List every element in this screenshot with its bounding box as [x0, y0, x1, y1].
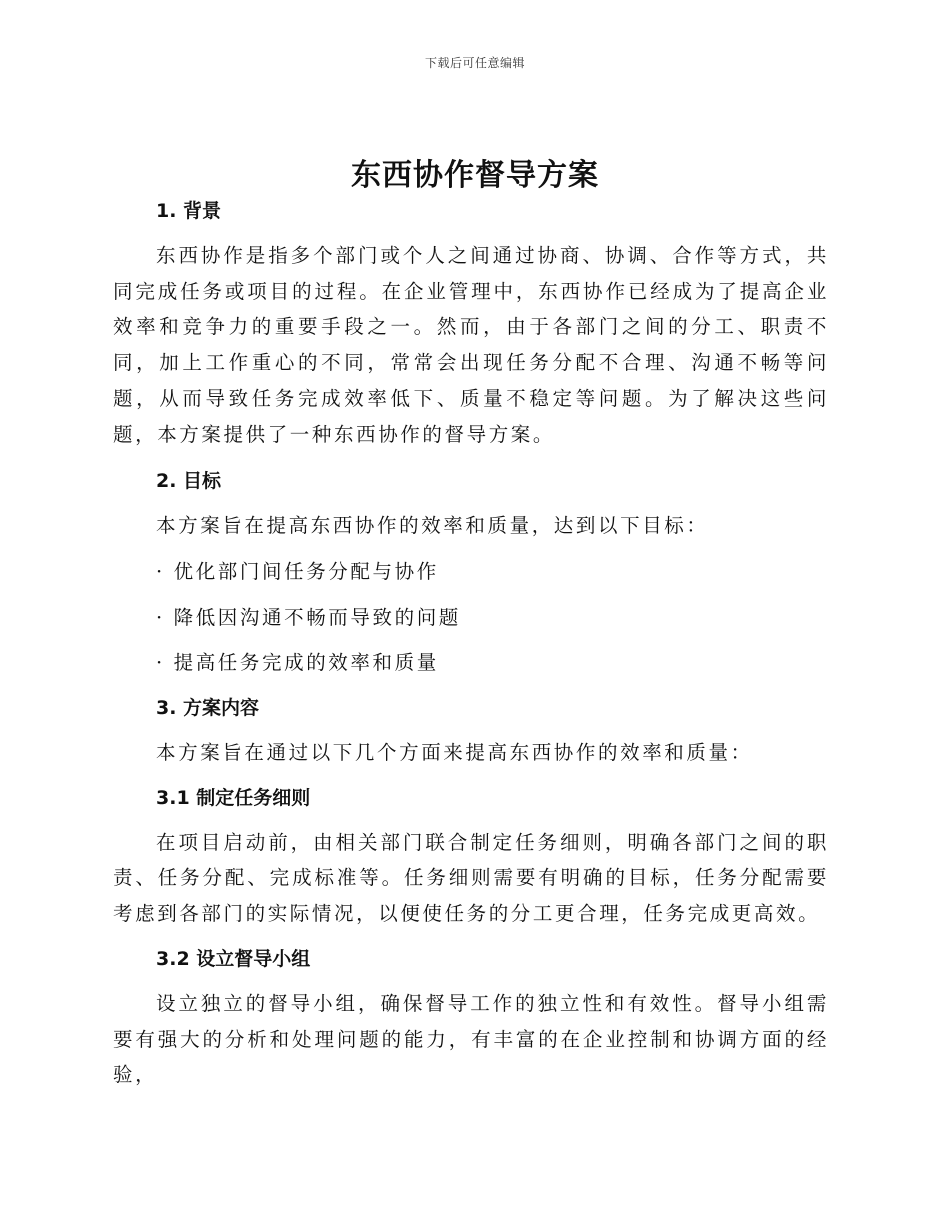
- supervision-team-paragraph: 设立独立的督导小组，确保督导工作的独立性和有效性。督导小组需要有强大的分析和处理问题的能力，有丰富的在企业控制和协调方面的经验，: [113, 991, 829, 1087]
- section-heading-goals: 2. 目标: [156, 470, 222, 493]
- document-title: 东西协作督导方案: [351, 158, 599, 193]
- goal-item: · 降低因沟通不畅而导致的问题: [156, 605, 461, 629]
- section-heading-background: 1. 背景: [156, 200, 222, 222]
- subsection-heading-task-rules: 3.1 制定任务细则: [156, 786, 311, 809]
- goals-intro: 本方案旨在提高东西协作的效率和质量，达到以下目标：: [156, 514, 709, 538]
- task-rules-paragraph: 在项目启动前，由相关部门联合制定任务细则，明确各部门之间的职责、任务分配、完成标准等。任务细则需要有明确的目标，任务分配需要考虑到各部门的实际情况，以便使任务的分工更合理，任务完成更高效。: [113, 830, 829, 926]
- header-note: 下载后可任意编辑: [424, 56, 525, 70]
- goal-item: · 优化部门间任务分配与协作: [156, 559, 439, 583]
- background-paragraph: 东西协作是指多个部门或个人之间通过协商、协调、合作等方式，共同完成任务或项目的过程。在企业管理中，东西协作已经成为了提高企业效率和竞争力的重要手段之一。然而，由于各部门之间的分工、职责不同，加上工作重心的不同，常常会出现任务分配不合理、沟通不畅等问题，从而导致任务完成效率低下、质量不稳定等问题。为了解决这些问题，本方案提供了一种东西协作的督导方案。: [113, 244, 829, 446]
- goal-item: · 提高任务完成的效率和质量: [156, 651, 439, 675]
- document-body: [113, 194, 829, 1093]
- plan-intro: 本方案旨在通过以下几个方面来提高东西协作的效率和质量：: [156, 741, 753, 765]
- section-heading-plan: 3. 方案内容: [156, 697, 260, 720]
- subsection-heading-supervision-team: 3.2 设立督导小组: [156, 947, 311, 970]
